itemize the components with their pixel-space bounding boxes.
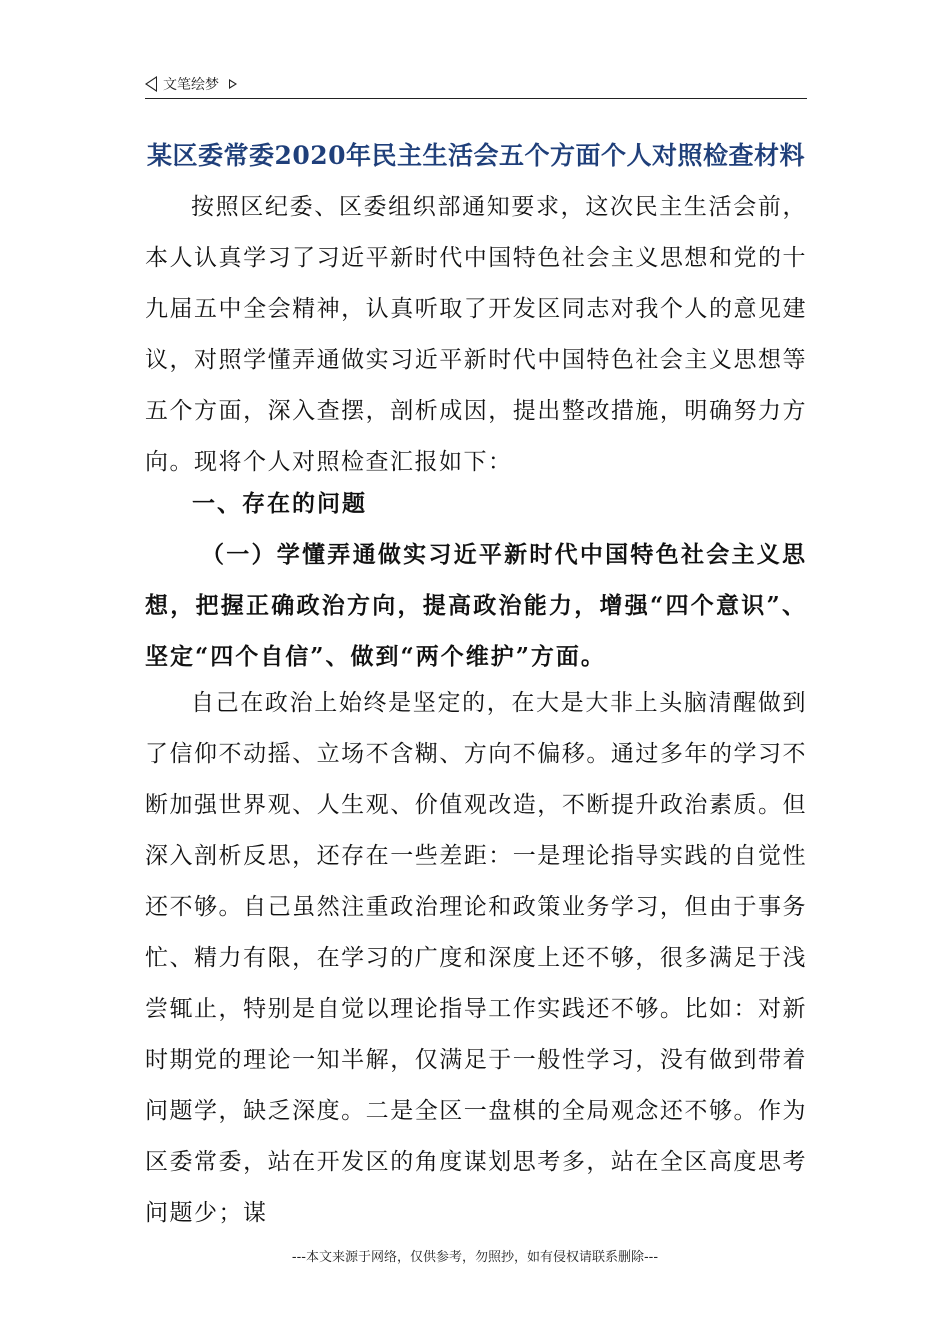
intro-paragraph: 按照区纪委、区委组织部通知要求，这次民主生活会前，本人认真学习了习近平新时代中国特色社会主义思想和党的十九届五中全会精神，认真听取了开发区同志对我个人的意见建议，对照学懂弄通做实习近平新时代中国特色社会主义思想等五个方面，深入查摆，剖析成因，提出整改措施，明确努力方向。现将个人对照检查汇报如下： bbox=[145, 194, 807, 475]
subsection-heading: （一）学懂弄通做实习近平新时代中国特色社会主义思想，把握正确政治方向，提高政治能力，增强“四个意识”、坚定“四个自信”、做到“两个维护”方面。 bbox=[145, 541, 807, 670]
header-brand-text: 文笔绘梦 bbox=[163, 77, 219, 93]
triangle-left-icon bbox=[145, 76, 157, 92]
header-divider bbox=[145, 98, 807, 99]
subsection-paragraph: 自己在政治上始终是坚定的，在大是大非上头脑清醒做到了信仰不动摇、立场不含糊、方向不偏移。通过多年的学习不断加强世界观、人生观、价值观改造，不断提升政治素质。但深入剖析反思，还存在一些差距：一是理论指导实践的自觉性还不够。自己虽然注重政治理论和政策业务学习，但由于事务忙、精力有限，在学习的广度和深度上还不够，很多满足于浅尝辄止，特别是自觉以理论指导工作实践还不够。比如：对新时期党的理论一知半解，仅满足于一般性学习，没有做到带着问题学，缺乏深度。二是全区一盘棋的全局观念还不够。作为区委常委，站在开发区的角度谋划思考多，站在全区高度思考问题少；谋 bbox=[145, 690, 807, 1226]
page-header bbox=[145, 72, 807, 98]
section-heading: 一、存在的问题 bbox=[192, 490, 367, 517]
footer-disclaimer: ---本文来源于网络，仅供参考，勿照抄，如有侵权请联系删除--- bbox=[291, 1250, 659, 1265]
triangle-right-icon bbox=[229, 79, 237, 89]
header-brand bbox=[145, 74, 237, 94]
document-title: 某区委常委2020年民主生活会五个方面个人对照检查材料 bbox=[146, 141, 806, 170]
